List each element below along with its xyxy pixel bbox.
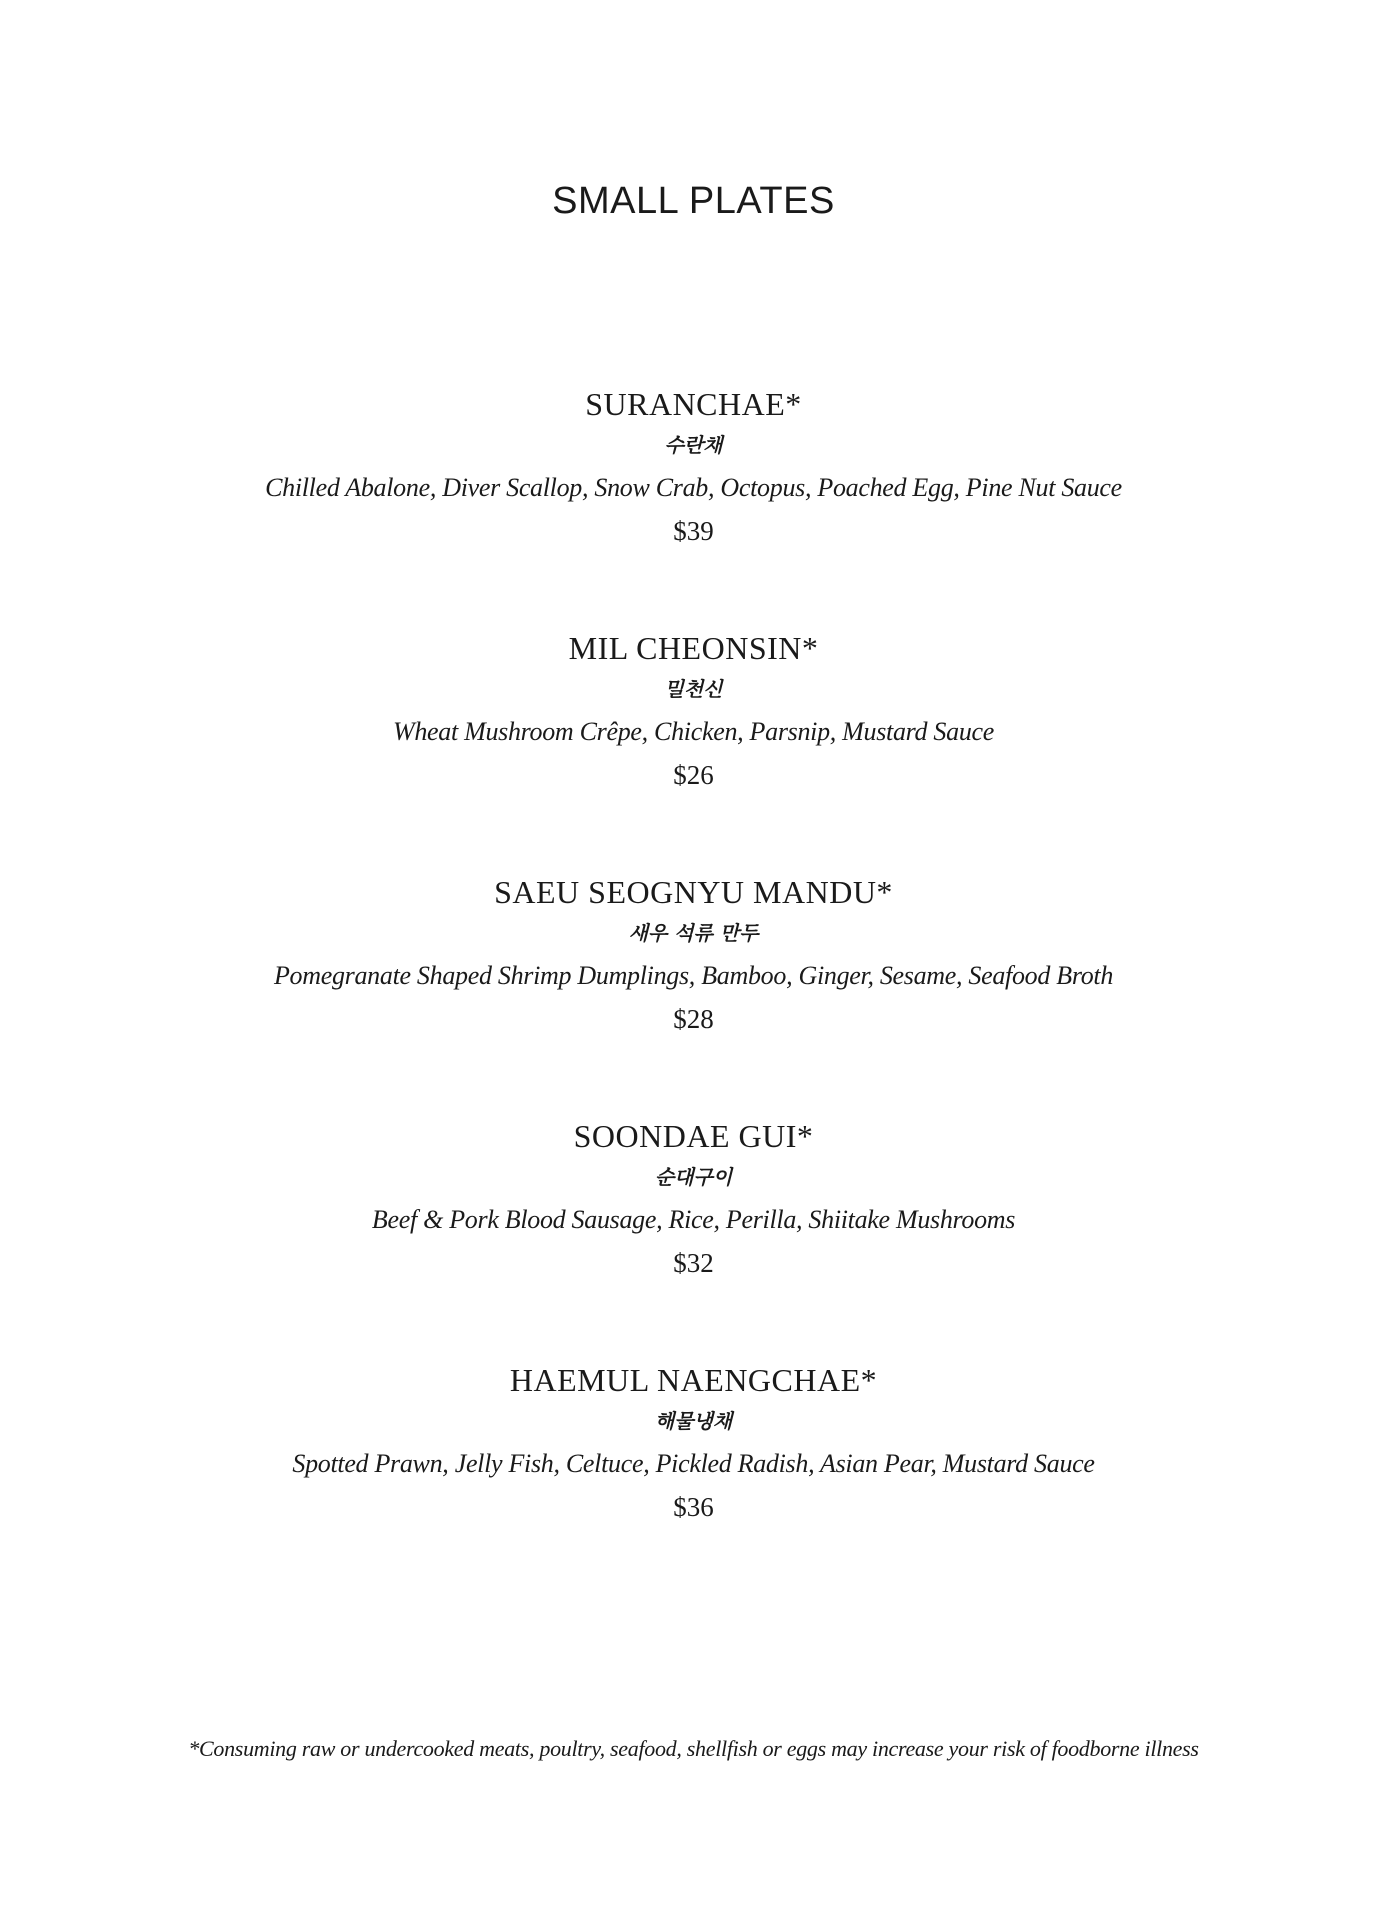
menu-item-suranchae [0, 384, 1387, 548]
menu-item-haemul-naengchae [0, 1360, 1387, 1524]
item-price: $32 [673, 1248, 714, 1278]
item-description: Chilled Abalone, Diver Scallop, Snow Crab, Octopus, Poached Egg, Pine Nut Sauce [265, 473, 1122, 502]
item-description: Beef & Pork Blood Sausage, Rice, Perilla, Shiitake Mushrooms [371, 1205, 1016, 1234]
menu-item-soondae-gui [0, 1116, 1387, 1280]
item-korean-name: 해물냉채 [654, 1409, 733, 1433]
item-price: $39 [673, 516, 714, 546]
footnote: *Consuming raw or undercooked meats, poultry, seafood, shellfish or eggs may increase your risk of foodborne illness [188, 1736, 1199, 1761]
item-name: SURANCHAE* [585, 386, 802, 422]
item-korean-name: 새우 석류 만두 [628, 921, 759, 945]
item-korean-name: 순대구이 [654, 1165, 733, 1189]
item-korean-name: 수란채 [664, 433, 723, 457]
section-title: SMALL PLATES [552, 180, 835, 223]
item-name: MIL CHEONSIN* [568, 630, 819, 666]
item-name: SOONDAE GUI* [573, 1118, 814, 1154]
item-price: $36 [673, 1492, 714, 1522]
menu-item-mil-cheonsin [0, 628, 1387, 792]
item-korean-name: 밀천신 [664, 677, 723, 701]
item-price: $28 [673, 1004, 714, 1034]
menu-item-saeu-seognyu-mandu [0, 872, 1387, 1036]
item-price: $26 [673, 760, 714, 790]
item-description: Wheat Mushroom Crêpe, Chicken, Parsnip, Mustard Sauce [392, 717, 995, 746]
item-description: Spotted Prawn, Jelly Fish, Celtuce, Pickled Radish, Asian Pear, Mustard Sauce [292, 1449, 1095, 1478]
item-name: SAEU SEOGNYU MANDU* [494, 874, 893, 910]
item-name: HAEMUL NAENGCHAE* [509, 1362, 878, 1398]
item-description: Pomegranate Shaped Shrimp Dumplings, Bamboo, Ginger, Sesame, Seafood Broth [273, 961, 1114, 990]
